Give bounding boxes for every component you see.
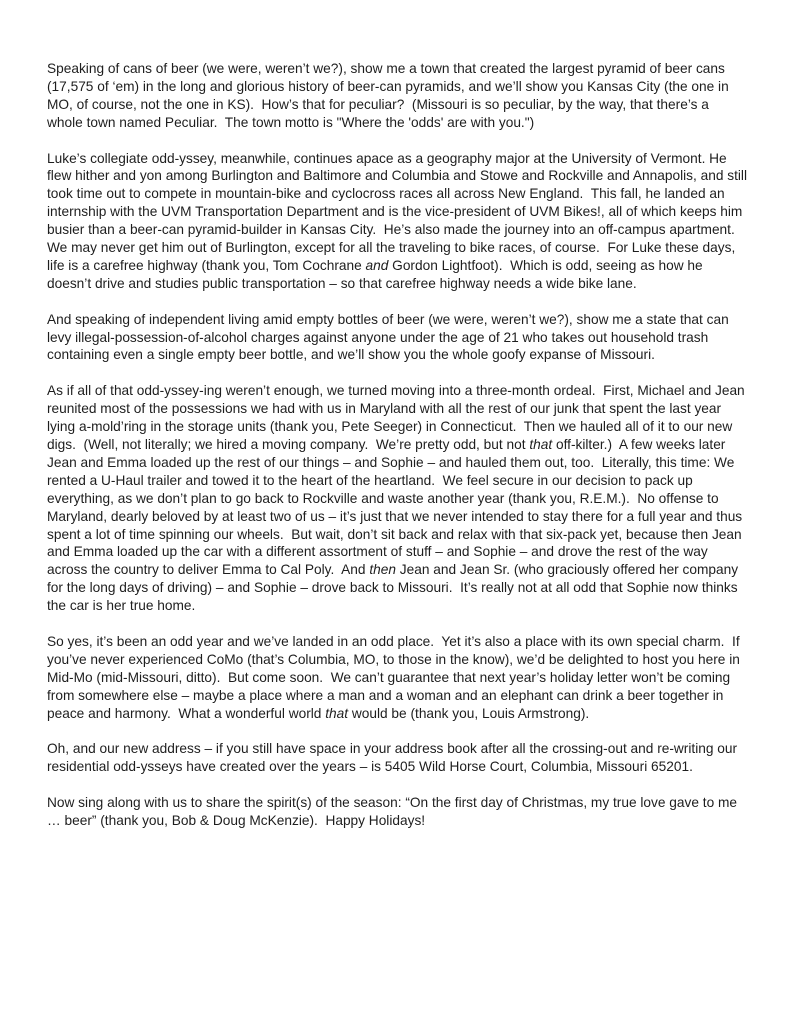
- paragraph-text: So yes, it’s been an odd year and we’ve landed in an odd place. Yet it’s also a place with its own special charm. If you’ve never experienced CoMo (that’s Columbia, MO, to those in the know), we’d be delighted to host you here in Mid-Mo (mid-Missouri, ditto). But come soon. We can’t guarantee that next year’s holiday letter won’t be coming from somewhere else – maybe a place where a man and a woman and an elephant can drink a beer together in peace and harmony. What a wonderful world: [47, 633, 744, 721]
- letter-body: [47, 60, 751, 830]
- paragraph: [47, 150, 751, 293]
- paragraph-text: Jean and Jean Sr. (who graciously offered her company for the long days of driving) – and Sophie – drove back to Missouri. It’s really not at all odd that Sophie now thinks the car is her true home.: [47, 562, 742, 614]
- paragraph: [47, 740, 747, 776]
- paragraph-text-italic: that: [529, 436, 553, 452]
- paragraph: [47, 60, 747, 132]
- paragraph: [47, 794, 747, 830]
- paragraph-text-italic: that: [325, 705, 349, 721]
- paragraph-text: would be (thank you, Louis Armstrong).: [348, 705, 590, 721]
- paragraph-text: As if all of that odd-yssey-ing weren’t enough, we turned moving into a three-month ordeal. First, Michael and Jean reunited most of the possessions we had with us in Maryland with all the rest of our junk that spent the last year lying a-mold’ring in the storage units (thank you, Pete Seeger) in Connecticut. Then we hauled all of it to our new digs. (Well, not literally; we hired a moving company. We’re pretty odd, but not: [47, 383, 749, 452]
- paragraph-text: off-kilter.) A few weeks later Jean and Emma loaded up the rest of our things – and Sophie – and hauled them out, too. Literally, this time: We rented a U-Haul trailer and towed it to the heart of the heartland. We feel secure in our decision to pack up everything, as we don’t plan to go back to Rockville and waste another year (thank you, R.E.M.). No offense to Maryland, dearly beloved by at least two of us – it’s just that we never intended to stay there for a full year and thus spent a lot of time spinning our wheels. But wait, don’t sit back and relax with that six-pack yet, because then Jean and Emma loaded up the car with a different assortment of stuff – and Sophie – and drove the rest of the way across the country to deliver Emma to Cal Poly. And: [47, 436, 746, 578]
- paragraph-text: Oh, and our new address – if you still have space in your address book after all the crossing-out and re-writing our residential odd-ysseys have created over the years – is 5405 Wild Horse Court, Columbia, Missouri 65201.: [47, 741, 741, 775]
- paragraph-text: Now sing along with us to share the spirit(s) of the season: “On the first day of Christmas, my true love gave to me … beer” (thank you, Bob & Doug McKenzie). Happy Holidays!: [47, 795, 741, 828]
- paragraph: [47, 633, 747, 723]
- paragraph: [47, 311, 747, 365]
- paragraph-text: Luke’s collegiate odd-yssey, meanwhile, continues apace as a geography major at the University of Vermont. He flew hither and yon among Burlington and Baltimore and Columbia and Stowe and Rockville and Annapolis, and still took time out to compete in mountain-bike and cyclocross races all across New England. This fall, he landed an internship with the UVM Transportation Department and is the vice-president of UVM Bikes!, all of which keeps him busier than a beer-can pyramid-builder in Kansas City. He’s also made the journey into an off-campus apartment. We may never get him out of Burlington, except for all the traveling to bike races, of course. For Luke these days, life is a carefree highway (thank you, Tom Cochrane: [47, 150, 751, 273]
- paragraph-text: Speaking of cans of beer (we were, weren’t we?), show me a town that created the largest pyramid of beer cans (17,575 of ‘em) in the long and glorious history of beer-can pyramids, and we’ll show you Kansas City (the one in MO, of course, not the one in KS). How’s that for peculiar? (Missouri is so peculiar, by the way, that there’s a whole town named Peculiar. The town motto is "Where the 'odds' are with you."): [47, 61, 733, 130]
- paragraph-text-italic: then: [369, 562, 396, 578]
- paragraph-text: And speaking of independent living amid empty bottles of beer (we were, weren’t we?), show me a state that can levy illegal-possession-of-alcohol charges against anyone under the age of 21 who takes out household trash containing even a single empty beer bottle, and we’ll show you the whole goofy expanse of Missouri.: [47, 311, 733, 363]
- paragraph: [47, 382, 747, 615]
- paragraph-text: Gordon Lightfoot). Which is odd, seeing as how he doesn’t drive and studies public transportation – so that carefree highway needs a wide bike lane.: [47, 257, 707, 291]
- paragraph-text-italic: and: [365, 257, 389, 273]
